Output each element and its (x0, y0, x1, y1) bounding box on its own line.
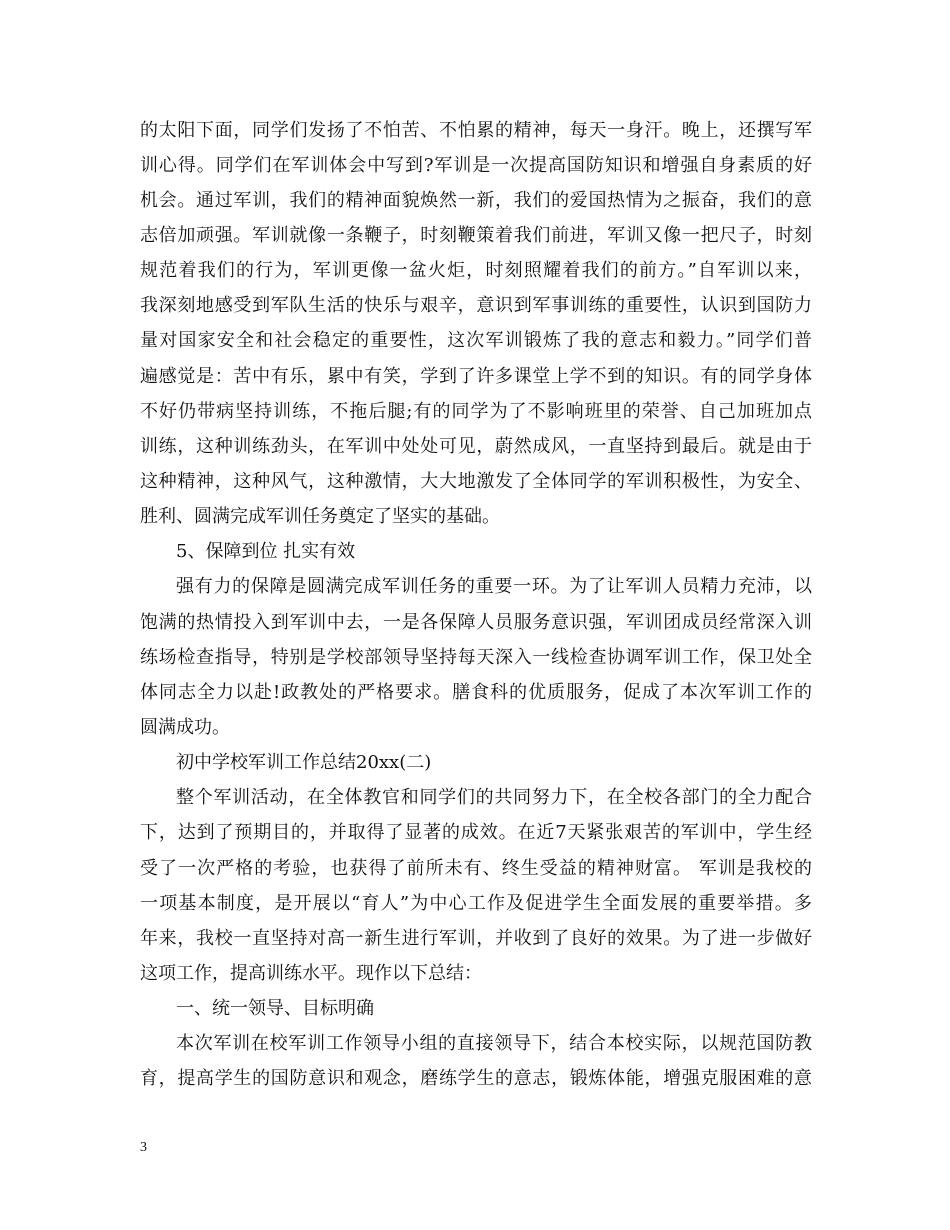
text-line: 遍感觉是：苦中有乐，累中有笑，学到了许多课堂上学不到的知识。有的同学身体 (140, 366, 812, 387)
text-line: 这项工作，提高训练水平。现作以下总结： (140, 963, 482, 984)
text-line: 这种精神，这种风气，这种激情，大大地激发了全体同学的军训积极性，为安全、 (140, 471, 812, 492)
text-line: 训心得。同学们在军训体会中写到?军训是一次提高国防知识和增强自身素质的好 (140, 155, 812, 176)
text-line: 我深刻地感受到军队生活的快乐与艰辛，意识到军事训练的重要性，认识到国防力 (140, 295, 812, 316)
text-line: 不好仍带病坚持训练，不拖后腿;有的同学为了不影响班里的荣誉、自己加班加点 (140, 401, 812, 422)
text-line: 育，提高学生的国防意识和观念，磨练学生的意志，锻炼体能，增强克服困难的意 (140, 1068, 812, 1089)
text-line: 整个军训活动，在全体教官和同学们的共同努力下，在全校各部门的全力配合 (176, 787, 812, 808)
text-line: 训练，这种训练劲头，在军训中处处可见，蔚然成风，一直坚持到最后。就是由于 (140, 436, 812, 457)
text-line: 量对国家安全和社会稳定的重要性，这次军训锻炼了我的意志和毅力。”同学们普 (140, 330, 812, 351)
text-line: 一项基本制度，是开展以“育人”为中心工作及促进学生全面发展的重要举措。多 (140, 893, 812, 914)
text-line: 练场检查指导，特别是学校部领导坚持每天深入一线检查协调军训工作，保卫处全 (140, 647, 812, 668)
document-subtitle: 初中学校军训工作总结20xx(二) (176, 752, 432, 773)
text-line: 受了一次严格的考验，也获得了前所未有、终生受益的精神财富。 军训是我校的 (140, 858, 812, 879)
text-line: 体同志全力以赴!政教处的严格要求。膳食科的优质服务，促成了本次军训工作的 (140, 682, 812, 703)
text-line: 本次军训在校军训工作领导小组的直接领导下，结合本校实际，以规范国防教 (176, 1033, 812, 1054)
text-line: 饱满的热情投入到军训中去，一是各保障人员服务意识强，军训团成员经常深入训 (140, 612, 812, 633)
text-line: 规范着我们的行为，军训更像一盆火炬，时刻照耀着我们的前方。”自军训以来， (140, 260, 812, 281)
text-line: 下，达到了预期目的，并取得了显著的成效。在近7天紧张艰苦的军训中，学生经 (140, 822, 812, 843)
text-line: 志倍加顽强。军训就像一条鞭子，时刻鞭策着我们前进，军训又像一把尺子，时刻 (140, 225, 812, 246)
text-line: 胜利、圆满完成军训任务奠定了坚实的基础。 (140, 506, 500, 527)
section-heading: 5、保障到位 扎实有效 (176, 541, 356, 562)
text-line: 年来，我校一直坚持对高一新生进行军训，并收到了良好的效果。为了进一步做好 (140, 928, 812, 949)
text-line: 强有力的保障是圆满完成军训任务的重要一环。为了让军训人员精力充沛，以 (176, 576, 812, 597)
text-line: 圆满成功。 (140, 717, 230, 738)
page-number: 3 (140, 1140, 147, 1155)
section-heading: 一、统一领导、目标明确 (176, 998, 374, 1019)
text-line: 机会。通过军训，我们的精神面貌焕然一新，我们的爱国热情为之振奋，我们的意 (140, 190, 812, 211)
text-line: 的太阳下面，同学们发扬了不怕苦、不怕累的精神，每天一身汗。晚上，还撰写军 (140, 120, 812, 141)
